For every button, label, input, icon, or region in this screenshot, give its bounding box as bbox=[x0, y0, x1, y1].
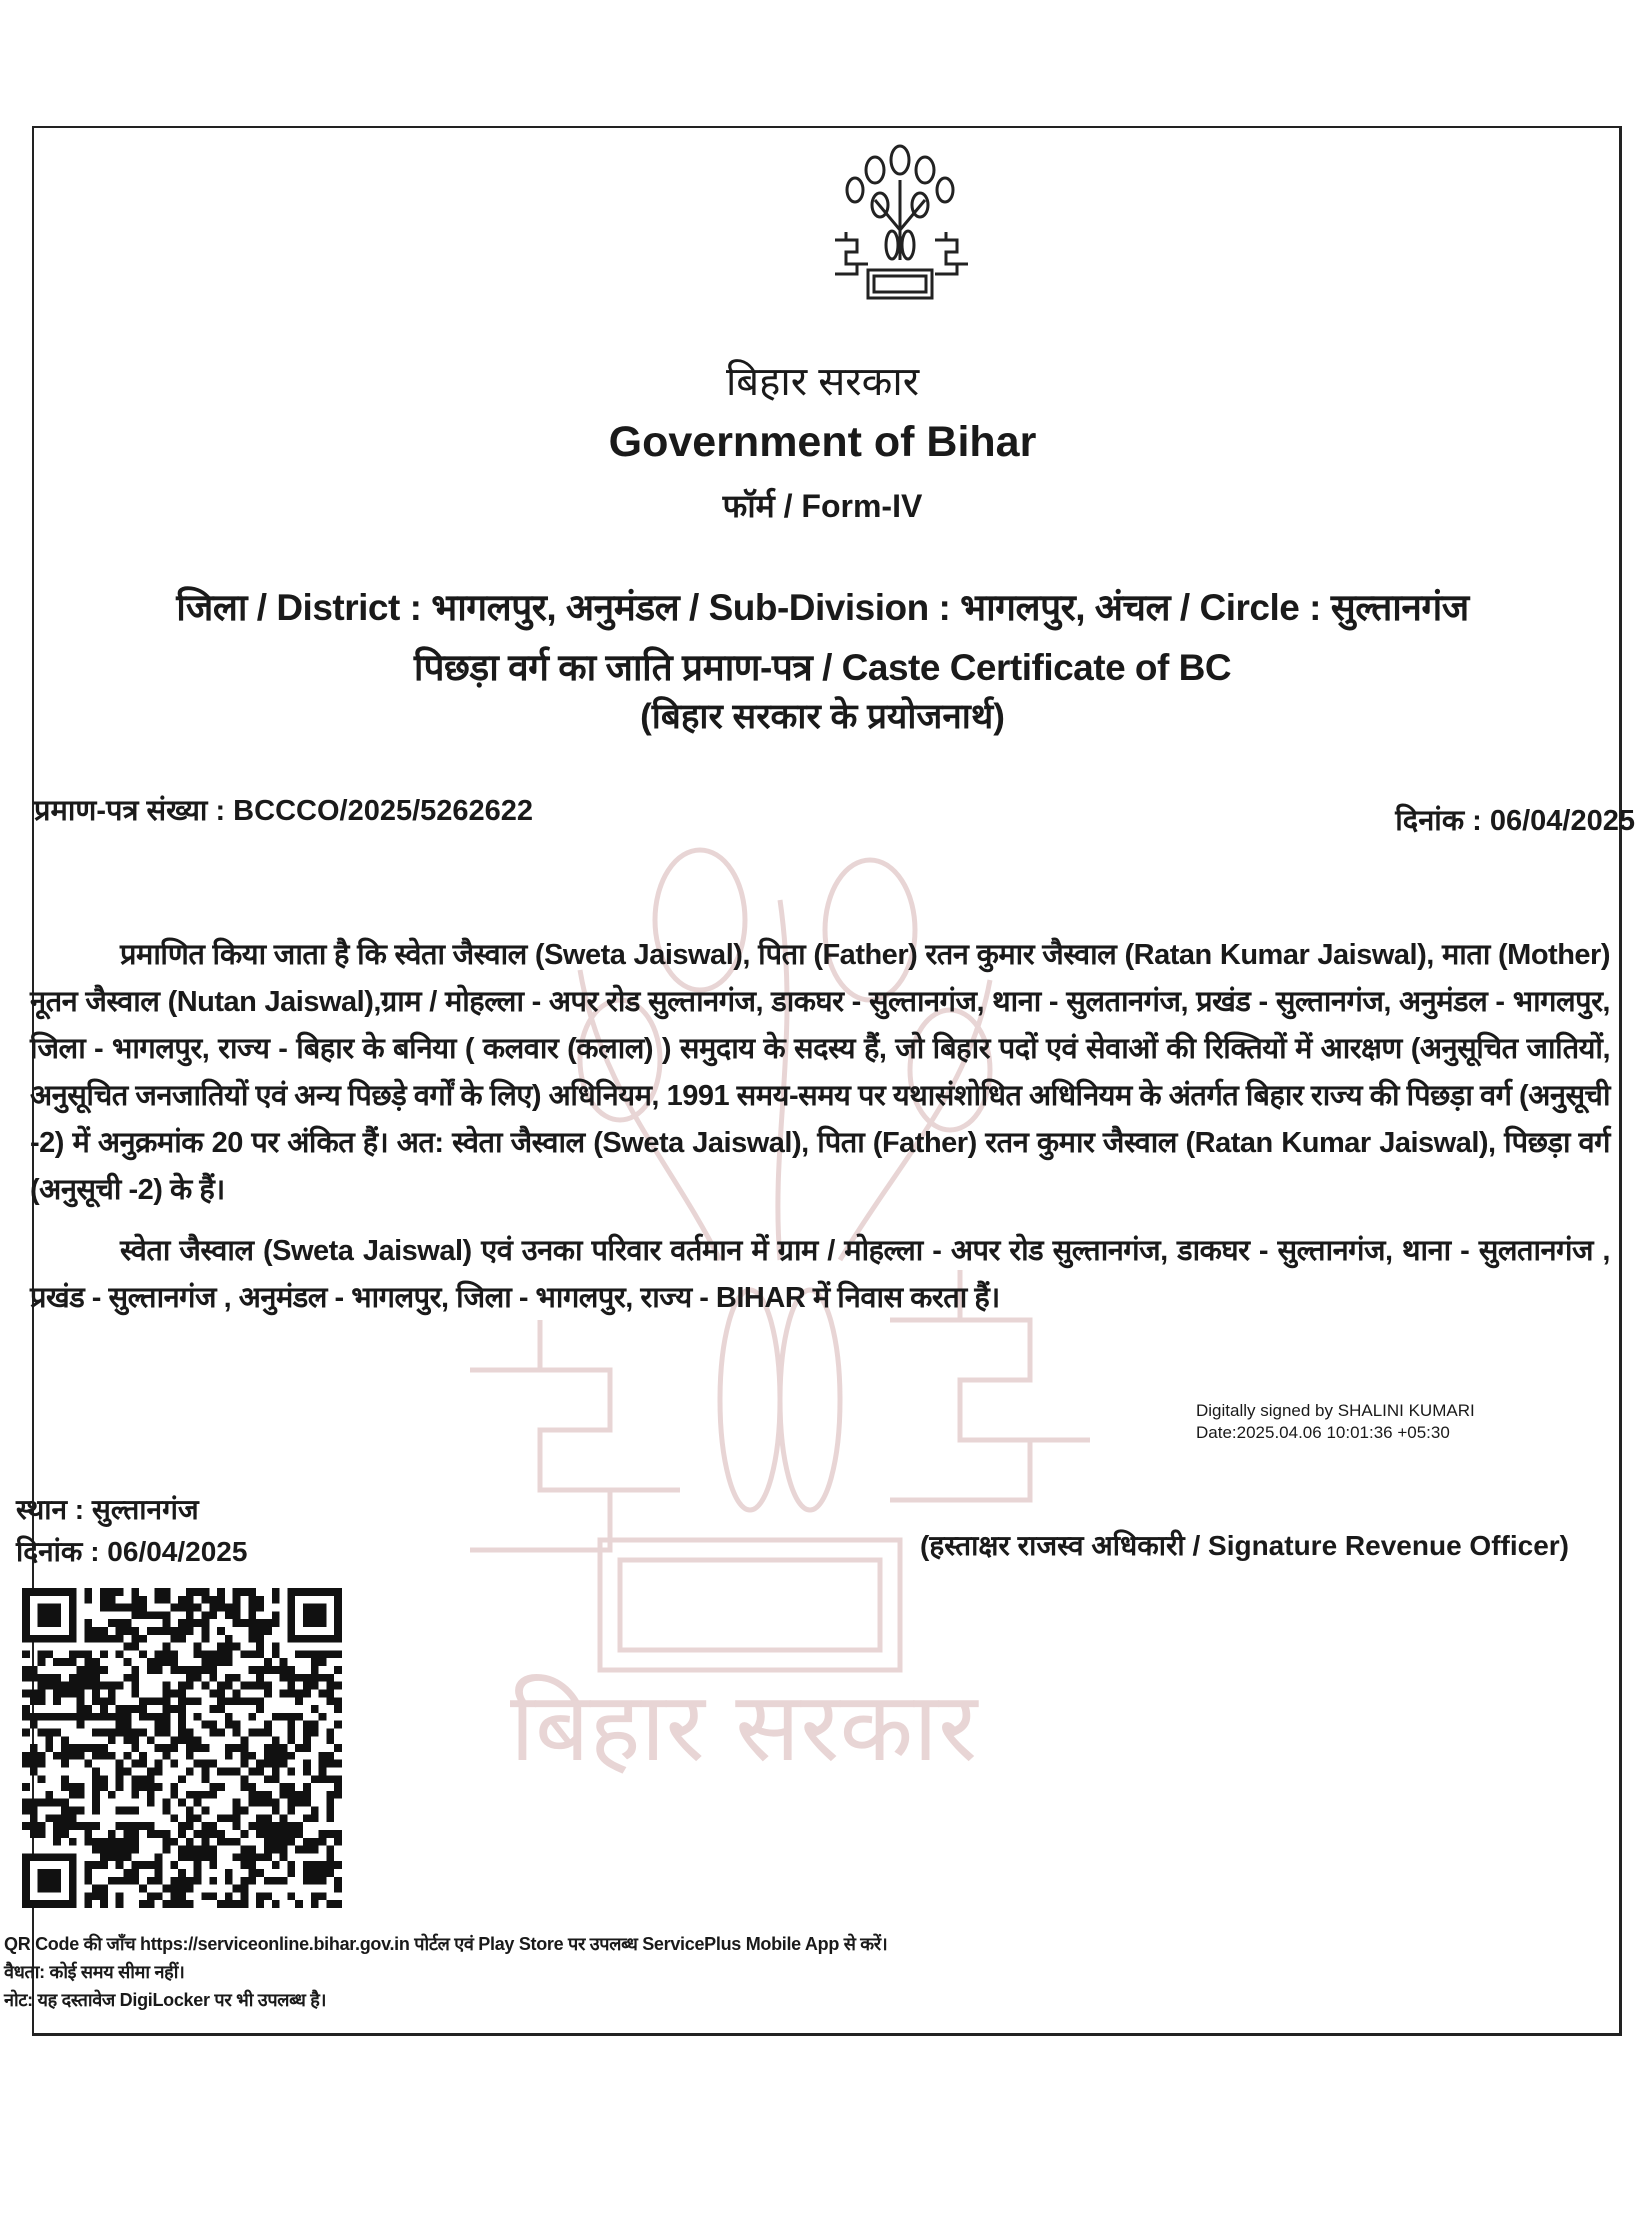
watermark-text: बिहार सरकार bbox=[510, 1671, 978, 1780]
certification-paragraph bbox=[30, 932, 1610, 1214]
digilocker-note: नोट: यह दस्तावेज DigiLocker पर भी उपलब्ध है। bbox=[4, 1990, 327, 2010]
title-english: Government of Bihar bbox=[608, 418, 1037, 466]
validity-note: वैधता: कोई समय सीमा नहीं। bbox=[4, 1962, 185, 1982]
location-line: जिला / District : भागलपुर, अनुमंडल / Sub-Division : भागलपुर, अंचल / Circle : सुल्तानगंज bbox=[176, 587, 1469, 628]
residence-paragraph bbox=[30, 1228, 1610, 1322]
paragraph-2: स्वेता जैस्वाल (Sweta Jaiswal) एवं उनका परिवार वर्तमान में ग्राम / मोहल्ला - अपर रोड सुल्तानगंज, डाकघर - सुल्तानगंज, थाना - सुलतानगंज , प्रखंड - सुल्तानगंज , अनुमंडल - भागलपुर, जिला - भागलपुर, राज्य - BIHAR में निवास करता हैं। bbox=[30, 1235, 1610, 1314]
place-date: दिनांक : 06/04/2025 bbox=[16, 1536, 248, 1567]
bihar-emblem-icon bbox=[830, 140, 970, 305]
place: स्थान : सुल्तानगंज bbox=[16, 1494, 199, 1525]
digital-signature bbox=[1196, 1400, 1475, 1444]
certificate-number: प्रमाण-पत्र संख्या : BCCCO/2025/5262622 bbox=[34, 795, 534, 827]
digital-signature-date: Date:2025.04.06 10:01:36 +05:30 bbox=[1196, 1423, 1450, 1442]
title-hindi: बिहार सरकार bbox=[725, 360, 920, 404]
qr-verification-note: QR Code की जाँच https://serviceonline.bihar.gov.in पोर्टल एवं Play Store पर उपलब्ध ServicePlus Mobile App से करें। bbox=[4, 1934, 888, 1954]
paragraph-1: प्रमाणित किया जाता है कि स्वेता जैस्वाल (Sweta Jaiswal), पिता (Father) रतन कुमार जैस्वाल (Ratan Kumar Jaiswal), माता (Mother) नूतन जैस्वाल (Nutan Jaiswal),ग्राम / मोहल्ला - अपर रोड सुल्तानगंज, डाकघर - सुल्तानगंज, थाना - सुलतानगंज, प्रखंड - सुल्तानगंज, अनुमंडल - भागलपुर, जिला - भागलपुर, राज्य - बिहार के बनिया ( कलवार (कलाल) ) समुदाय के सदस्य हैं, जो बिहार पदों एवं सेवाओं की रिक्तियों में आरक्षण (अनुसूचित जातियों, अनुसूचित जनजातियों एवं अन्य पिछड़े वर्गों के लिए) अधिनियम, 1991 समय-समय पर यथासंशोधित अधिनियम के अंतर्गत बिहार राज्य की पिछड़ा वर्ग (अनुसूची -2) में अनुक्रमांक 20 पर अंकित हैं। अत: स्वेता जैस्वाल (Sweta Jaiswal), पिता (Father) रतन कुमार जैस्वाल (Ratan Kumar Jaiswal), पिछड़ा वर्ग (अनुसूची -2) के हैं। bbox=[30, 939, 1610, 1206]
issue-date: दिनांक : 06/04/2025 bbox=[1395, 805, 1635, 837]
digital-signature-name: Digitally signed by SHALINI KUMARI bbox=[1196, 1401, 1475, 1420]
certificate-purpose: (बिहार सरकार के प्रयोजनार्थ) bbox=[640, 697, 1005, 736]
signature-label: (हस्ताक्षर राजस्व अधिकारी / Signature Revenue Officer) bbox=[920, 1530, 1569, 1561]
form-number: फॉर्म / Form-IV bbox=[722, 488, 923, 524]
qr-code[interactable] bbox=[22, 1588, 342, 1908]
certificate-title: पिछड़ा वर्ग का जाति प्रमाण-पत्र / Caste Certificate of BC bbox=[413, 647, 1232, 688]
